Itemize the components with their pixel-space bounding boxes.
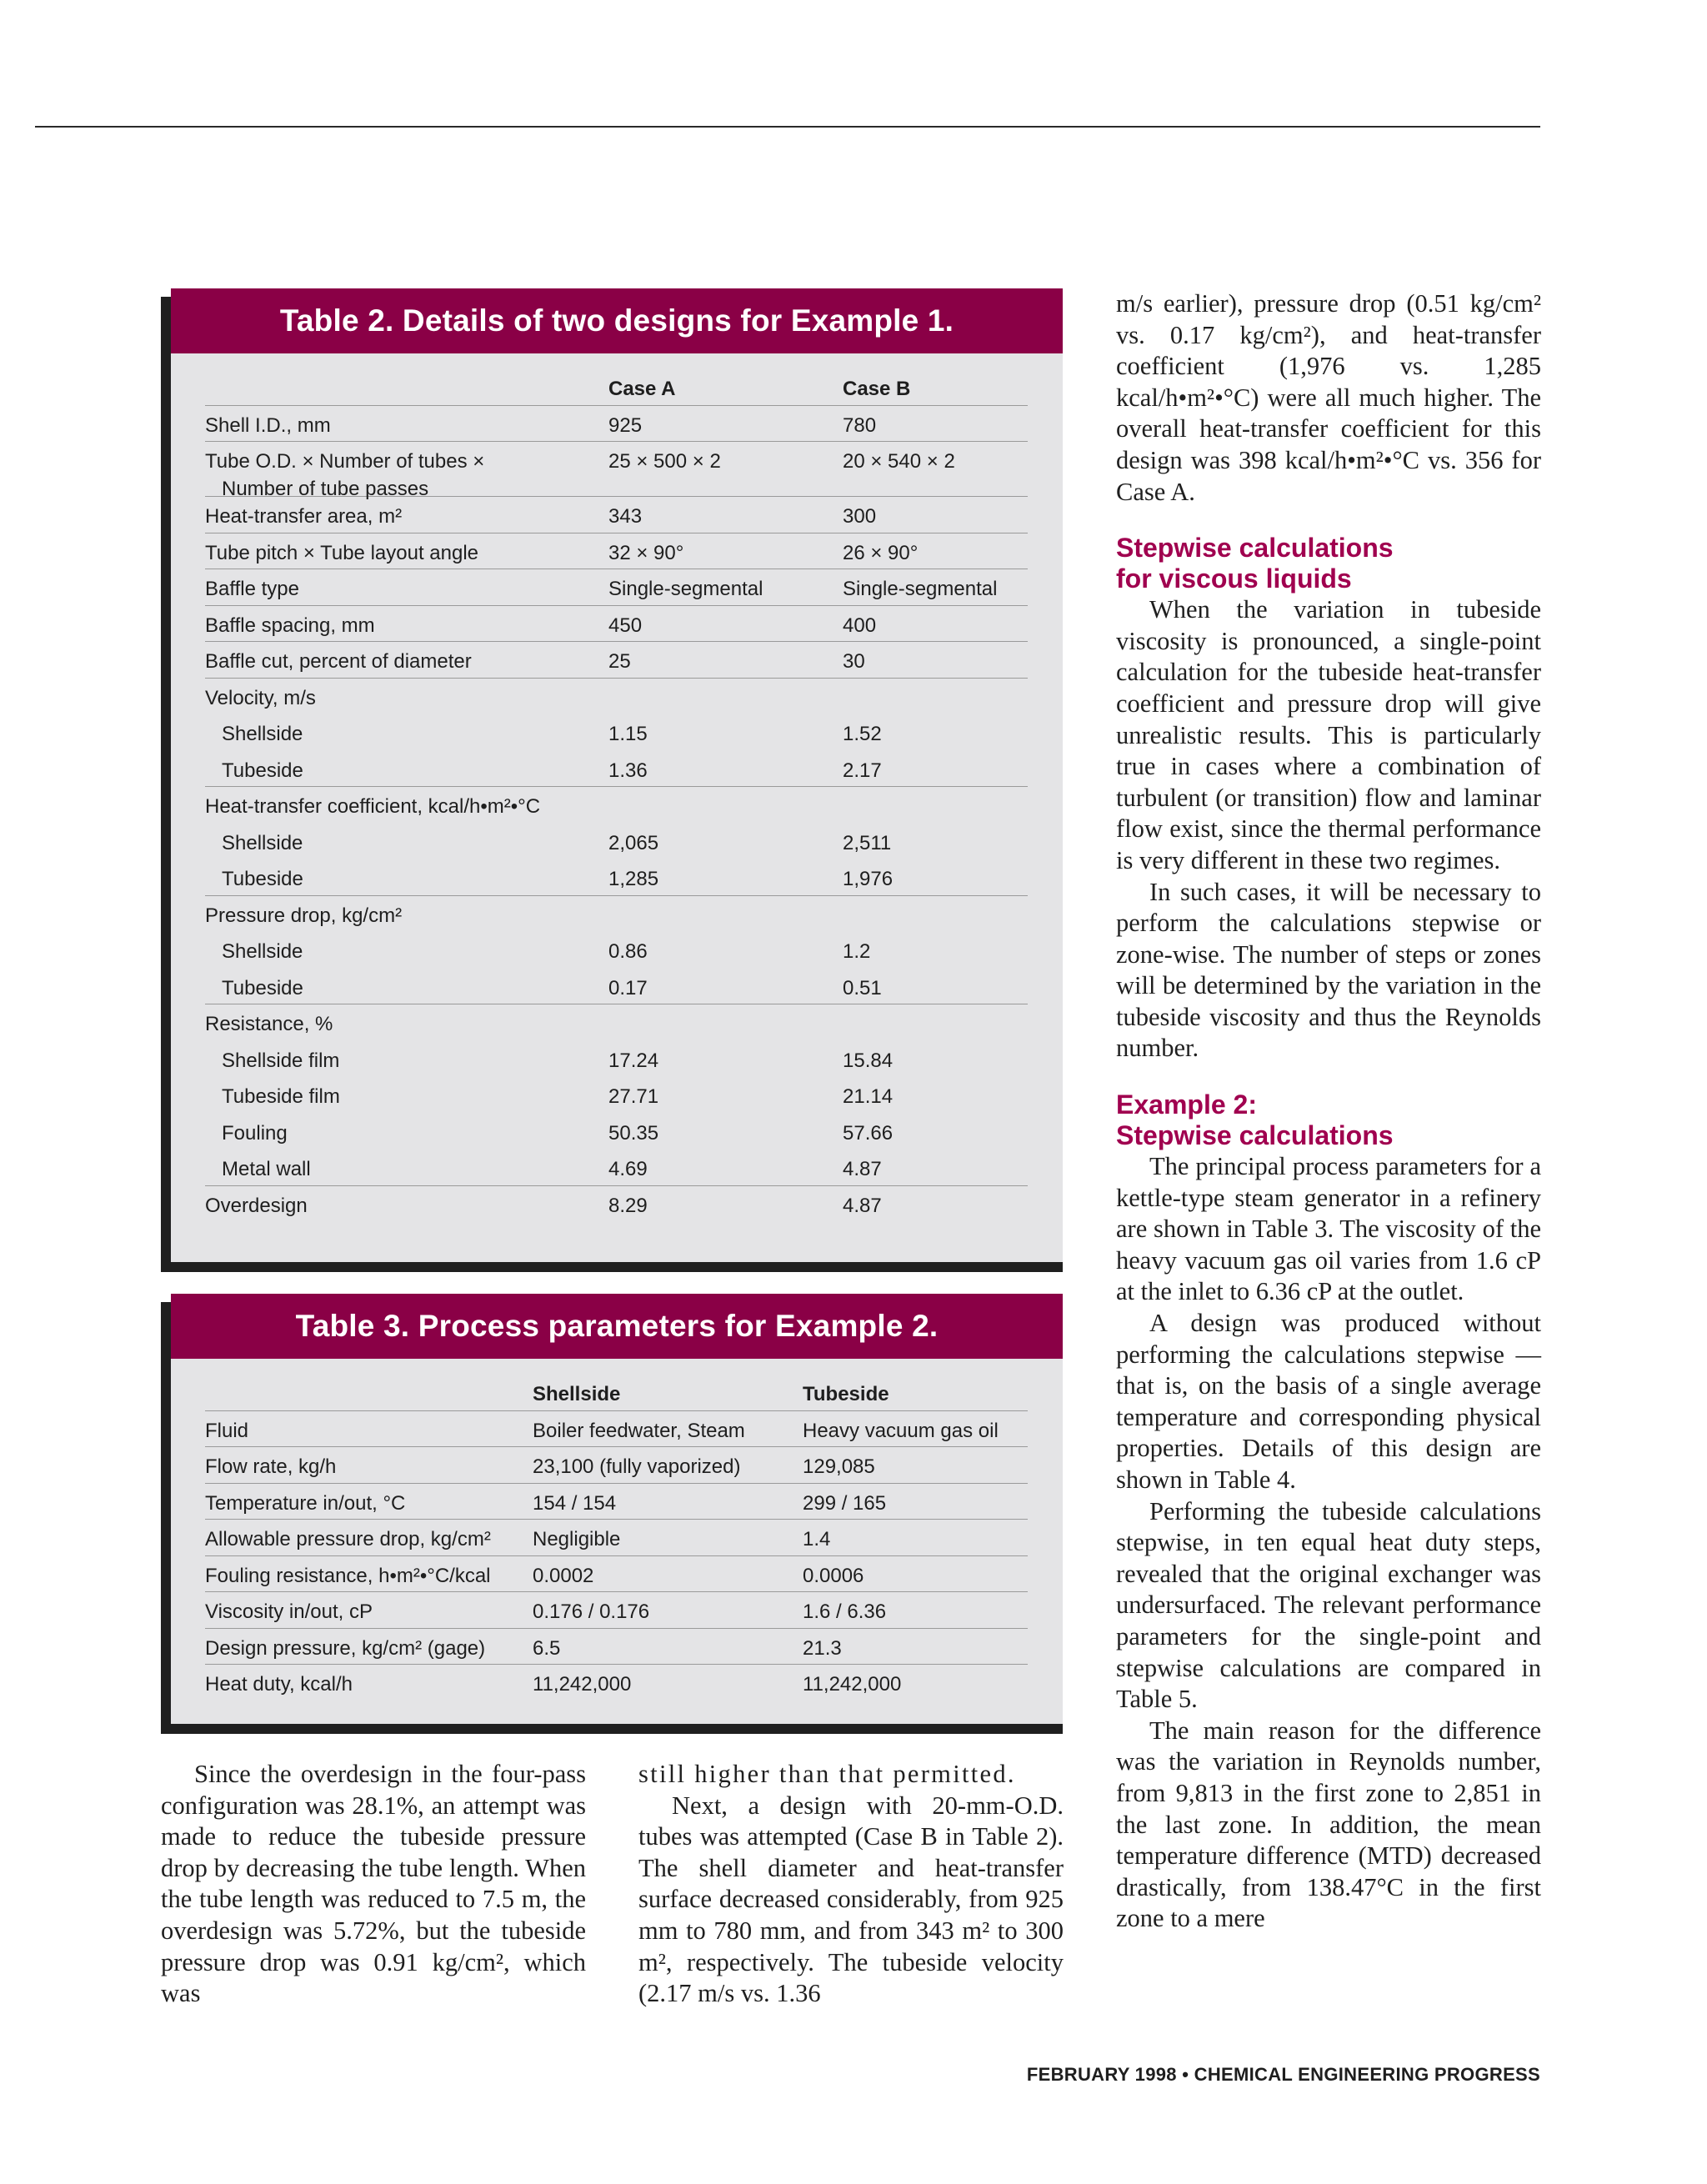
column-header-shellside: Shellside (533, 1383, 621, 1405)
top-rule (35, 126, 1540, 128)
heading-line: for viscous liquids (1116, 564, 1352, 594)
cell-tubeside: 0.0006 (803, 1564, 864, 1587)
cell-tubeside: 11,242,000 (803, 1673, 902, 1696)
table-row (205, 442, 1028, 500)
column-header-case-b: Case B (843, 378, 911, 400)
table-row (205, 1592, 1028, 1629)
table-title: Table 2. Details of two designs for Example 1. (171, 288, 1063, 353)
paragraph: In such cases, it will be necessary to perform the calculations stepwise or zone-wise. The number of steps or zones will be determined by the variation in the tubeside viscosity and thus the Reynolds number. (1116, 877, 1541, 1063)
cell-tubeside: 129,085 (803, 1455, 875, 1478)
row-label (205, 450, 484, 501)
table-column-header (205, 1375, 1028, 1411)
table-row (205, 606, 1028, 643)
cell-case-a: 25 (608, 650, 631, 673)
table-row (205, 406, 1028, 443)
cell-case-a: Single-segmental (608, 578, 763, 600)
table-row (205, 642, 1028, 679)
table-group-row (205, 1004, 1028, 1041)
row-label: Baffle type (205, 578, 299, 600)
article-column-2 (638, 1759, 1064, 2010)
row-label: Overdesign (205, 1194, 308, 1217)
paragraph: The principal process parameters for a kettle-type steam generator in a refinery are shown in Table 3. The viscosity of the heavy vacuum gas oil varies from 1.6 cP at the inlet to 6.36 cP at the outlet. (1116, 1152, 1541, 1306)
paragraph: Performing the tubeside calculations stepwise, in ten equal heat duty steps, revealed that the original exchanger was undersurfaced. The relevant performance parameters for the single-point and stepwise calculations are compared in Table 5. (1116, 1496, 1541, 1714)
cell-shellside: 0.176 / 0.176 (533, 1600, 650, 1623)
cell-case-a: 4.69 (608, 1158, 648, 1180)
row-label: Tube pitch × Tube layout angle (205, 541, 479, 564)
row-label: Allowable pressure drop, kg/cm² (205, 1528, 491, 1550)
group-label: Pressure drop, kg/cm² (205, 904, 403, 927)
group-label: Heat-transfer coefficient, kcal/h•m²•°C (205, 795, 541, 818)
paragraph: The main reason for the difference was the variation in Reynolds number, from 9,813 in the first zone to 2,851 in the last zone. In addition, the mean temperature difference (MTD) decreased drastically, from 138.47°C in the first zone to a mere (1116, 1716, 1541, 1933)
row-label: Heat duty, kcal/h (205, 1673, 353, 1696)
cell-shellside: 11,242,000 (533, 1673, 632, 1696)
row-label: Tubeside film (222, 1085, 340, 1108)
cell-case-a: 0.86 (608, 940, 648, 963)
table-row (205, 1665, 1028, 1701)
cell-case-b: 1,976 (843, 868, 894, 890)
cell-case-b: 4.87 (843, 1158, 882, 1180)
page-footer: FEBRUARY 1998 • CHEMICAL ENGINEERING PROGRESS (1026, 2064, 1540, 2085)
cell-case-b: 2.17 (843, 759, 882, 782)
section-heading (1116, 533, 1541, 594)
table-row (205, 1114, 1028, 1150)
group-label: Velocity, m/s (205, 686, 316, 709)
row-label: Shellside (222, 723, 303, 745)
table-row (205, 1556, 1028, 1593)
cell-case-b: 57.66 (843, 1121, 894, 1145)
table-group-row (205, 787, 1028, 824)
cell-shellside: 6.5 (533, 1636, 561, 1660)
cell-case-b: 300 (843, 505, 877, 528)
cell-shellside: Boiler feedwater, Steam (533, 1419, 745, 1442)
cell-case-a: 450 (608, 614, 643, 637)
row-label: Flow rate, kg/h (205, 1455, 337, 1478)
cell-case-b: 20 × 540 × 2 (843, 450, 955, 473)
row-label: Design pressure, kg/cm² (gage) (205, 1636, 486, 1660)
cell-tubeside: 1.4 (803, 1528, 831, 1550)
cell-case-a: 0.17 (608, 976, 648, 999)
cell-tubeside: 299 / 165 (803, 1491, 887, 1515)
cell-case-a: 2,065 (608, 831, 659, 854)
row-label: Shellside film (222, 1049, 340, 1072)
cell-case-a: 8.29 (608, 1194, 648, 1217)
table-title: Table 3. Process parameters for Example 2. (171, 1294, 1063, 1359)
paragraph: Since the overdesign in the four-pass configuration was 28.1%, an attempt was made to reduce the tubeside pressure drop by decreasing the tube length. When the tube length was reduced to 7.5 m, the overdesign was 5.72%, but the tubeside pressure drop was 0.91 kg/cm², which was (161, 1760, 586, 2008)
table-3 (161, 1294, 1063, 1724)
cell-case-b: 780 (843, 413, 877, 437)
table-row (205, 1041, 1028, 1078)
table-row (205, 1077, 1028, 1114)
cell-case-a: 50.35 (608, 1121, 659, 1145)
table-row (205, 824, 1028, 860)
table-row (205, 1447, 1028, 1484)
cell-case-b: 1.2 (843, 940, 871, 963)
section-heading (1116, 1089, 1541, 1151)
cell-case-b: 1.52 (843, 723, 882, 745)
cell-case-a: 27.71 (608, 1085, 659, 1108)
table-row (205, 1186, 1028, 1223)
cell-case-b: 26 × 90° (843, 541, 919, 564)
cell-case-a: 1.36 (608, 759, 648, 782)
row-label: Metal wall (222, 1158, 311, 1180)
row-label: Heat-transfer area, m² (205, 505, 403, 528)
paragraph: Next, a design with 20-mm-O.D. tubes was attempted (Case B in Table 2). The shell diameter and heat-transfer surface decreased considerably, from 925 mm to 780 mm, and from 343 m² to 300 m², respectively. The tubeside velocity (2.17 m/s vs. 1.36 (638, 1791, 1064, 2008)
row-label: Fouling resistance, h•m²•°C/kcal (205, 1564, 491, 1587)
table-row (205, 932, 1028, 969)
paragraph: m/s earlier), pressure drop (0.51 kg/cm² vs. 0.17 kg/cm²), and heat-transfer coefficient (1,976 vs. 1,285 kcal/h•m²•°C) were all much higher. The overall heat-transfer coefficient for this design was 398 kcal/h•m²•°C vs. 356 for Case A. (1116, 289, 1541, 506)
row-label: Tubeside (222, 759, 303, 782)
group-label: Resistance, % (205, 1013, 333, 1035)
table-group-row (205, 679, 1028, 715)
cell-case-b: 2,511 (843, 831, 892, 854)
cell-tubeside: Heavy vacuum gas oil (803, 1419, 999, 1442)
row-label-line1: Tube O.D. × Number of tubes × (205, 450, 485, 473)
table-row (205, 569, 1028, 606)
row-label: Baffle cut, percent of diameter (205, 650, 472, 673)
row-label: Viscosity in/out, cP (205, 1600, 373, 1623)
row-label: Fouling (222, 1121, 288, 1145)
cell-shellside: 23,100 (fully vaporized) (533, 1455, 741, 1478)
table-row (205, 1484, 1028, 1520)
table-rows (205, 369, 1028, 1222)
row-label: Tubeside (222, 868, 303, 890)
table-row (205, 1629, 1028, 1666)
cell-case-b: Single-segmental (843, 578, 998, 600)
cell-case-b: 0.51 (843, 976, 882, 999)
table-row (205, 859, 1028, 896)
cell-case-a: 1,285 (608, 868, 659, 890)
cell-case-b: 21.14 (843, 1085, 894, 1108)
row-label-line2: Number of tube passes (222, 478, 429, 500)
paragraph: A design was produced without performing the calculations stepwise — that is, on the basis of a single average temperature and corresponding physical properties. Details of this design are shown in Table 4. (1116, 1309, 1541, 1494)
table-row (205, 1520, 1028, 1556)
column-header-tubeside: Tubeside (803, 1383, 889, 1405)
cell-shellside: Negligible (533, 1528, 621, 1550)
cell-case-a: 32 × 90° (608, 541, 684, 564)
table-row (205, 751, 1028, 788)
cell-case-b: 15.84 (843, 1049, 894, 1072)
table-row (205, 1411, 1028, 1448)
cell-case-a: 17.24 (608, 1049, 659, 1072)
cell-case-a: 343 (608, 505, 643, 528)
cell-shellside: 0.0002 (533, 1564, 594, 1587)
table-row (205, 969, 1028, 1005)
row-label: Baffle spacing, mm (205, 614, 375, 637)
table-row (205, 1150, 1028, 1186)
cell-tubeside: 21.3 (803, 1636, 842, 1660)
paragraph: When the variation in tubeside viscosity is pronounced, a single-point calculation for the tubeside heat-transfer coefficient and pressure drop will give unrealistic results. This is particularly true in cases where a combination of turbulent (or transition) flow and laminar flow exist, since the thermal performance is very different in these two regimes. (1116, 595, 1541, 874)
table-row (205, 497, 1028, 533)
row-label: Temperature in/out, °C (205, 1491, 406, 1515)
paragraph: still higher than that permitted. (638, 1760, 1016, 1788)
table-column-header (205, 369, 1028, 406)
article-column-3 (1116, 288, 1541, 1935)
row-label: Fluid (205, 1419, 249, 1442)
cell-case-a: 1.15 (608, 723, 648, 745)
row-label: Shellside (222, 940, 303, 963)
column-header-case-a: Case A (608, 378, 676, 400)
table-row (205, 714, 1028, 751)
table-2 (161, 288, 1063, 1262)
cell-shellside: 154 / 154 (533, 1491, 617, 1515)
cell-case-a: 25 × 500 × 2 (608, 450, 721, 473)
heading-line: Example 2: (1116, 1089, 1257, 1120)
cell-case-b: 400 (843, 614, 877, 637)
row-label: Shell I.D., mm (205, 413, 331, 437)
heading-line: Stepwise calculations (1116, 1120, 1394, 1151)
table-group-row (205, 896, 1028, 933)
heading-line: Stepwise calculations (1116, 533, 1394, 564)
cell-case-b: 30 (843, 650, 865, 673)
cell-case-a: 925 (608, 413, 643, 437)
cell-tubeside: 1.6 / 6.36 (803, 1600, 887, 1623)
table-row (205, 533, 1028, 570)
cell-case-b: 4.87 (843, 1194, 882, 1217)
row-label: Shellside (222, 831, 303, 854)
table-rows (205, 1375, 1028, 1701)
row-label: Tubeside (222, 976, 303, 999)
article-column-1 (161, 1759, 586, 2010)
